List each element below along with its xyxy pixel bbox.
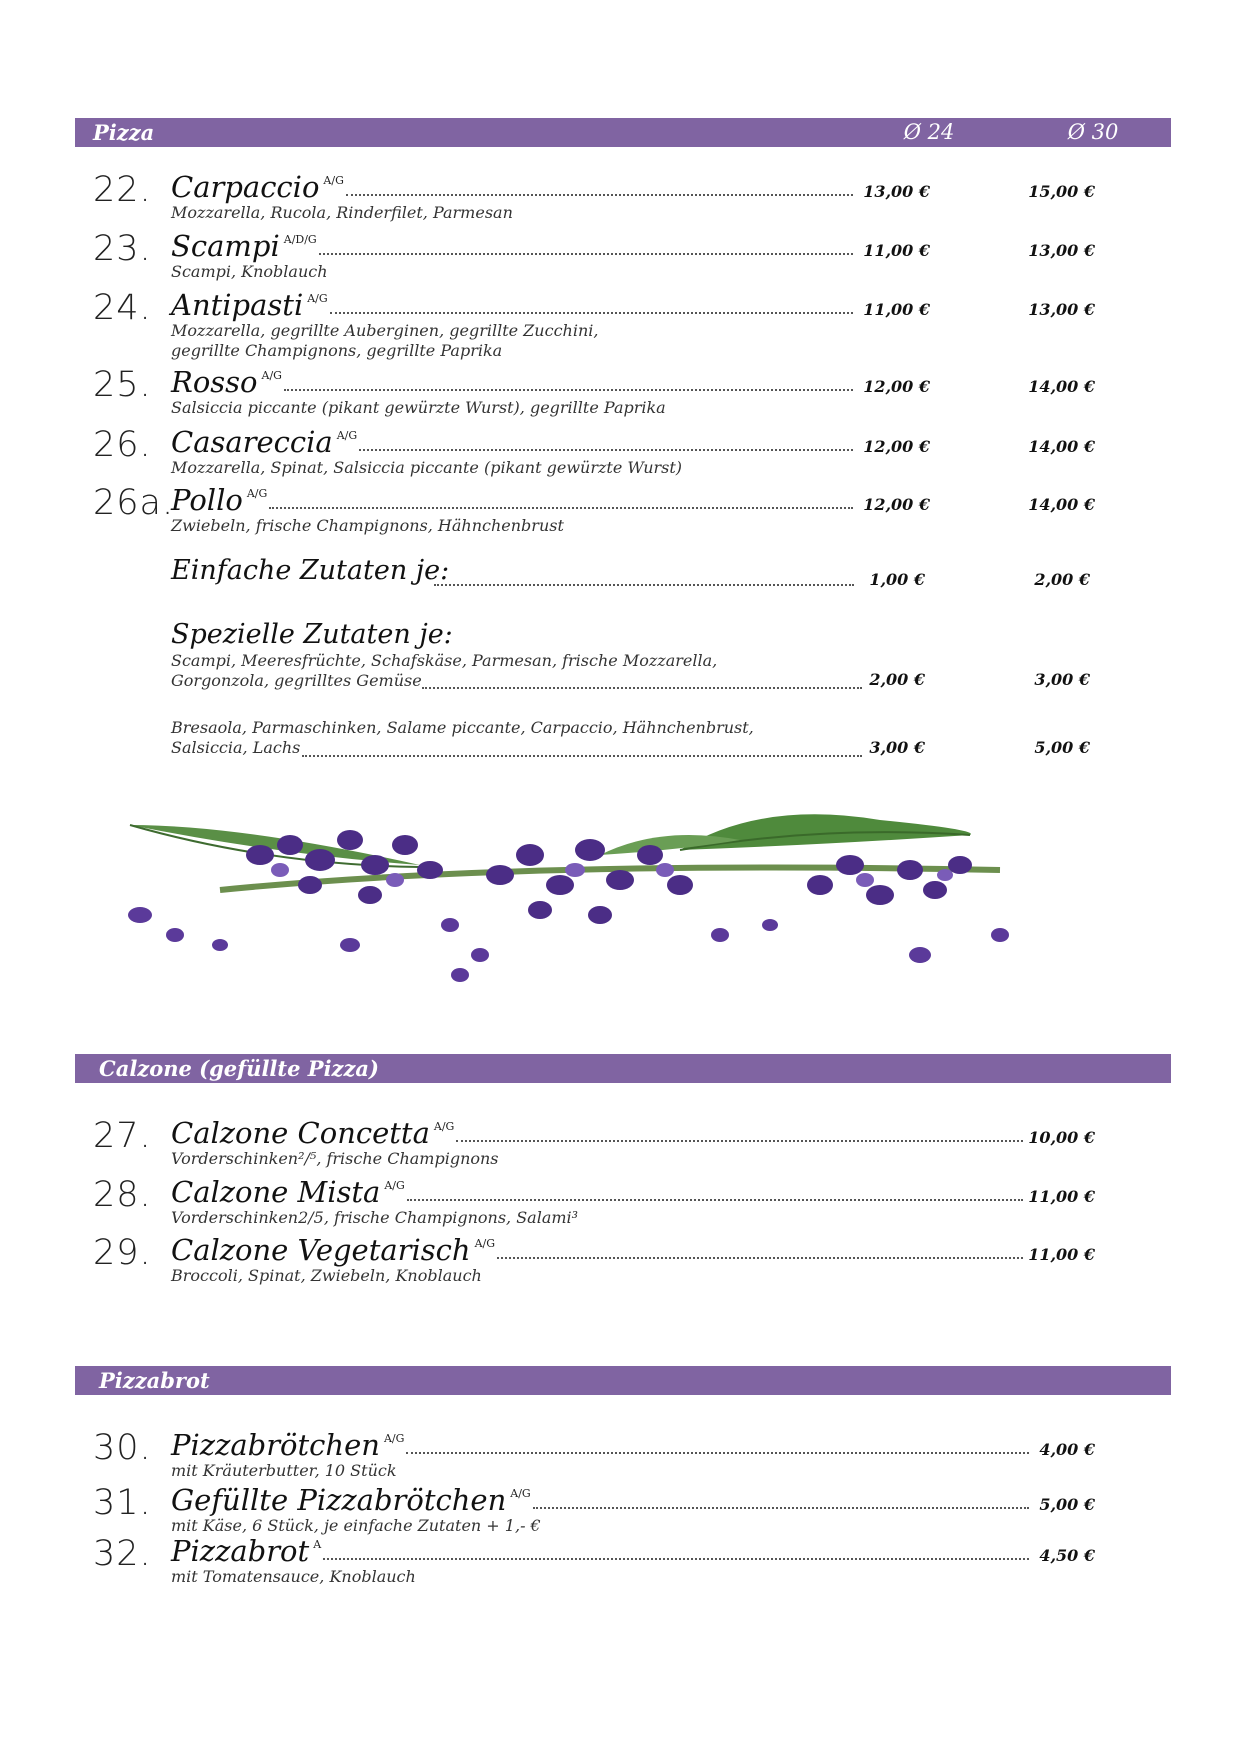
item-description — [171, 516, 564, 536]
item-description — [171, 1208, 578, 1228]
item-name: Scampi — [171, 229, 280, 263]
item-name-row — [171, 1532, 1037, 1568]
size-24-header: Ø 24 — [903, 120, 955, 144]
desc-line: mit Kräuterbutter, 10 Stück — [171, 1461, 397, 1480]
desc-line: mit Käse, 6 Stück, je einfache Zutaten + 1,- € — [171, 1516, 541, 1535]
desc-line: Vorderschinken²/⁵, frische Champignons — [171, 1149, 499, 1168]
item-name: Calzone Vegetarisch — [171, 1233, 471, 1267]
price-24: 2,00 € — [869, 670, 925, 689]
price-30: 15,00 € — [1028, 182, 1095, 201]
price-30: 14,00 € — [1028, 377, 1095, 396]
allergen-code: A/G — [323, 174, 344, 187]
item-name-row — [171, 363, 861, 399]
dot-leader — [323, 1557, 1029, 1560]
price-30: 5,00 € — [1034, 738, 1090, 757]
item-name-row — [171, 1231, 1031, 1267]
price-24: 11,00 € — [863, 300, 930, 319]
price-30: 2,00 € — [1034, 570, 1090, 589]
dot-leader — [346, 193, 853, 196]
item-name-row — [171, 481, 861, 517]
loose-buds — [128, 907, 1009, 982]
desc-line: Broccoli, Spinat, Zwiebeln, Knoblauch — [171, 1266, 482, 1285]
allergen-code: A/G — [307, 292, 328, 305]
allergen-code: A/G — [246, 487, 268, 500]
allergen-code: A — [313, 1538, 322, 1551]
price-24: 12,00 € — [863, 437, 930, 456]
allergen-code: A/G — [261, 369, 282, 382]
dot-leader — [302, 754, 862, 757]
desc-line: Zwiebeln, frische Champignons, Hähnchenbrust — [171, 516, 564, 535]
item-number: 26. — [93, 425, 152, 465]
spezielle-group-1 — [171, 651, 717, 691]
item-name-row — [171, 423, 861, 459]
calzone-section-header — [75, 1054, 1171, 1083]
price: 10,00 € — [1028, 1128, 1095, 1147]
dot-leader — [407, 1198, 1023, 1201]
item-number: 26a. — [93, 483, 175, 523]
price-30: 3,00 € — [1034, 670, 1090, 689]
price-24: 3,00 € — [869, 738, 925, 757]
item-name: Pizzabrot — [171, 1534, 310, 1568]
dot-leader — [456, 1139, 1023, 1142]
item-name: Gefüllte Pizzabrötchen — [171, 1483, 507, 1517]
dot-leader — [434, 583, 854, 586]
allergen-code: A/D/G — [283, 233, 317, 246]
lavender-image — [120, 795, 1100, 995]
allergen-code: A/G — [510, 1487, 531, 1500]
item-number: 32. — [93, 1534, 152, 1574]
item-name: Calzone Mista — [171, 1175, 381, 1209]
desc-line: Mozzarella, gegrillte Auberginen, gegrillte Zucchini, — [171, 321, 599, 340]
dot-leader — [359, 448, 853, 451]
price-24: 1,00 € — [869, 570, 925, 589]
section-title: Pizzabrot — [99, 1368, 210, 1393]
desc-line: Vorderschinken2/5, frische Champignons, Salami³ — [171, 1208, 579, 1227]
allergen-code: A/G — [433, 1120, 455, 1133]
item-name: Carpaccio — [171, 170, 320, 204]
desc-line: gegrillte Champignons, gegrillte Paprika — [171, 341, 503, 360]
item-name-row — [171, 1481, 1037, 1517]
spezielle-group-2 — [171, 718, 754, 758]
desc-line: Salsiccia piccante (pikant gewürzte Wurst), gegrillte Paprika — [171, 398, 666, 417]
section-title: Pizza — [93, 120, 155, 145]
price-30: 14,00 € — [1028, 437, 1095, 456]
einfache-zutaten-title: Einfache Zutaten je: — [171, 555, 450, 586]
item-description — [171, 458, 682, 478]
desc-line: Mozzarella, Spinat, Salsiccia piccante (pikant gewürzte Wurst) — [171, 458, 683, 477]
dot-leader — [319, 252, 853, 255]
item-number: 30. — [93, 1428, 152, 1468]
allergen-code: A/G — [384, 1179, 405, 1192]
item-name-row — [171, 1114, 1031, 1150]
item-number: 29. — [93, 1233, 152, 1273]
dot-leader — [330, 311, 853, 314]
item-description — [171, 1461, 397, 1481]
item-name: Antipasti — [171, 288, 304, 322]
item-name: Casareccia — [171, 425, 333, 459]
price: 4,00 € — [1039, 1440, 1095, 1459]
price: 4,50 € — [1039, 1546, 1095, 1565]
item-name-row — [171, 286, 861, 322]
item-description — [171, 1266, 482, 1286]
item-description — [171, 321, 598, 361]
price-24: 11,00 € — [863, 241, 930, 260]
item-name: Rosso — [171, 365, 258, 399]
price-30: 13,00 € — [1028, 300, 1095, 319]
dot-leader — [284, 388, 853, 391]
item-number: 25. — [93, 365, 152, 405]
item-name: Pollo — [171, 483, 243, 517]
item-name-row — [171, 168, 861, 204]
price-24: 13,00 € — [863, 182, 930, 201]
item-name: Calzone Concetta — [171, 1116, 430, 1150]
item-description — [171, 203, 513, 223]
price-24: 12,00 € — [863, 377, 930, 396]
item-number: 31. — [93, 1483, 152, 1523]
price: 5,00 € — [1039, 1495, 1095, 1514]
desc-line: mit Tomatensauce, Knoblauch — [171, 1567, 416, 1586]
price: 11,00 € — [1028, 1187, 1095, 1206]
allergen-code: A/G — [474, 1237, 496, 1250]
dot-leader — [422, 686, 862, 689]
price: 11,00 € — [1028, 1245, 1095, 1264]
spezielle-zutaten-title: Spezielle Zutaten je: — [171, 619, 453, 650]
item-number: 27. — [93, 1116, 152, 1156]
size-30-header: Ø 30 — [1067, 120, 1119, 144]
item-number: 23. — [93, 229, 152, 269]
pizzabrot-section-header — [75, 1366, 1171, 1395]
item-name-row — [171, 1426, 1037, 1462]
desc-line: Bresaola, Parmaschinken, Salame piccante, Carpaccio, Hähnchenbrust, — [171, 718, 754, 737]
price-24: 12,00 € — [863, 495, 930, 514]
item-name-row — [171, 1173, 1031, 1209]
item-description — [171, 262, 328, 282]
price-30: 14,00 € — [1028, 495, 1095, 514]
item-number: 22. — [93, 170, 152, 210]
item-description — [171, 1567, 416, 1587]
desc-line: Scampi, Knoblauch — [171, 262, 328, 281]
price-30: 13,00 € — [1028, 241, 1095, 260]
item-number: 24. — [93, 288, 152, 328]
dot-leader — [533, 1506, 1029, 1509]
dot-leader — [406, 1451, 1029, 1454]
item-description — [171, 398, 666, 418]
desc-line: Gorgonzola, gegrilltes Gemüse — [171, 671, 422, 690]
allergen-code: A/G — [383, 1432, 405, 1445]
item-name-row — [171, 227, 861, 263]
item-number: 28. — [93, 1175, 152, 1215]
dot-leader — [269, 506, 853, 509]
pizza-section-header — [75, 118, 1171, 147]
allergen-code: A/G — [336, 429, 358, 442]
dot-leader — [497, 1256, 1023, 1259]
item-description — [171, 1149, 499, 1169]
desc-line: Salsiccia, Lachs — [171, 738, 301, 757]
desc-line: Mozzarella, Rucola, Rinderfilet, Parmesan — [171, 203, 513, 222]
desc-line: Scampi, Meeresfrüchte, Schafskäse, Parmesan, frische Mozzarella, — [171, 651, 718, 670]
item-name: Pizzabrötchen — [171, 1428, 380, 1462]
section-title: Calzone (gefüllte Pizza) — [99, 1056, 379, 1081]
